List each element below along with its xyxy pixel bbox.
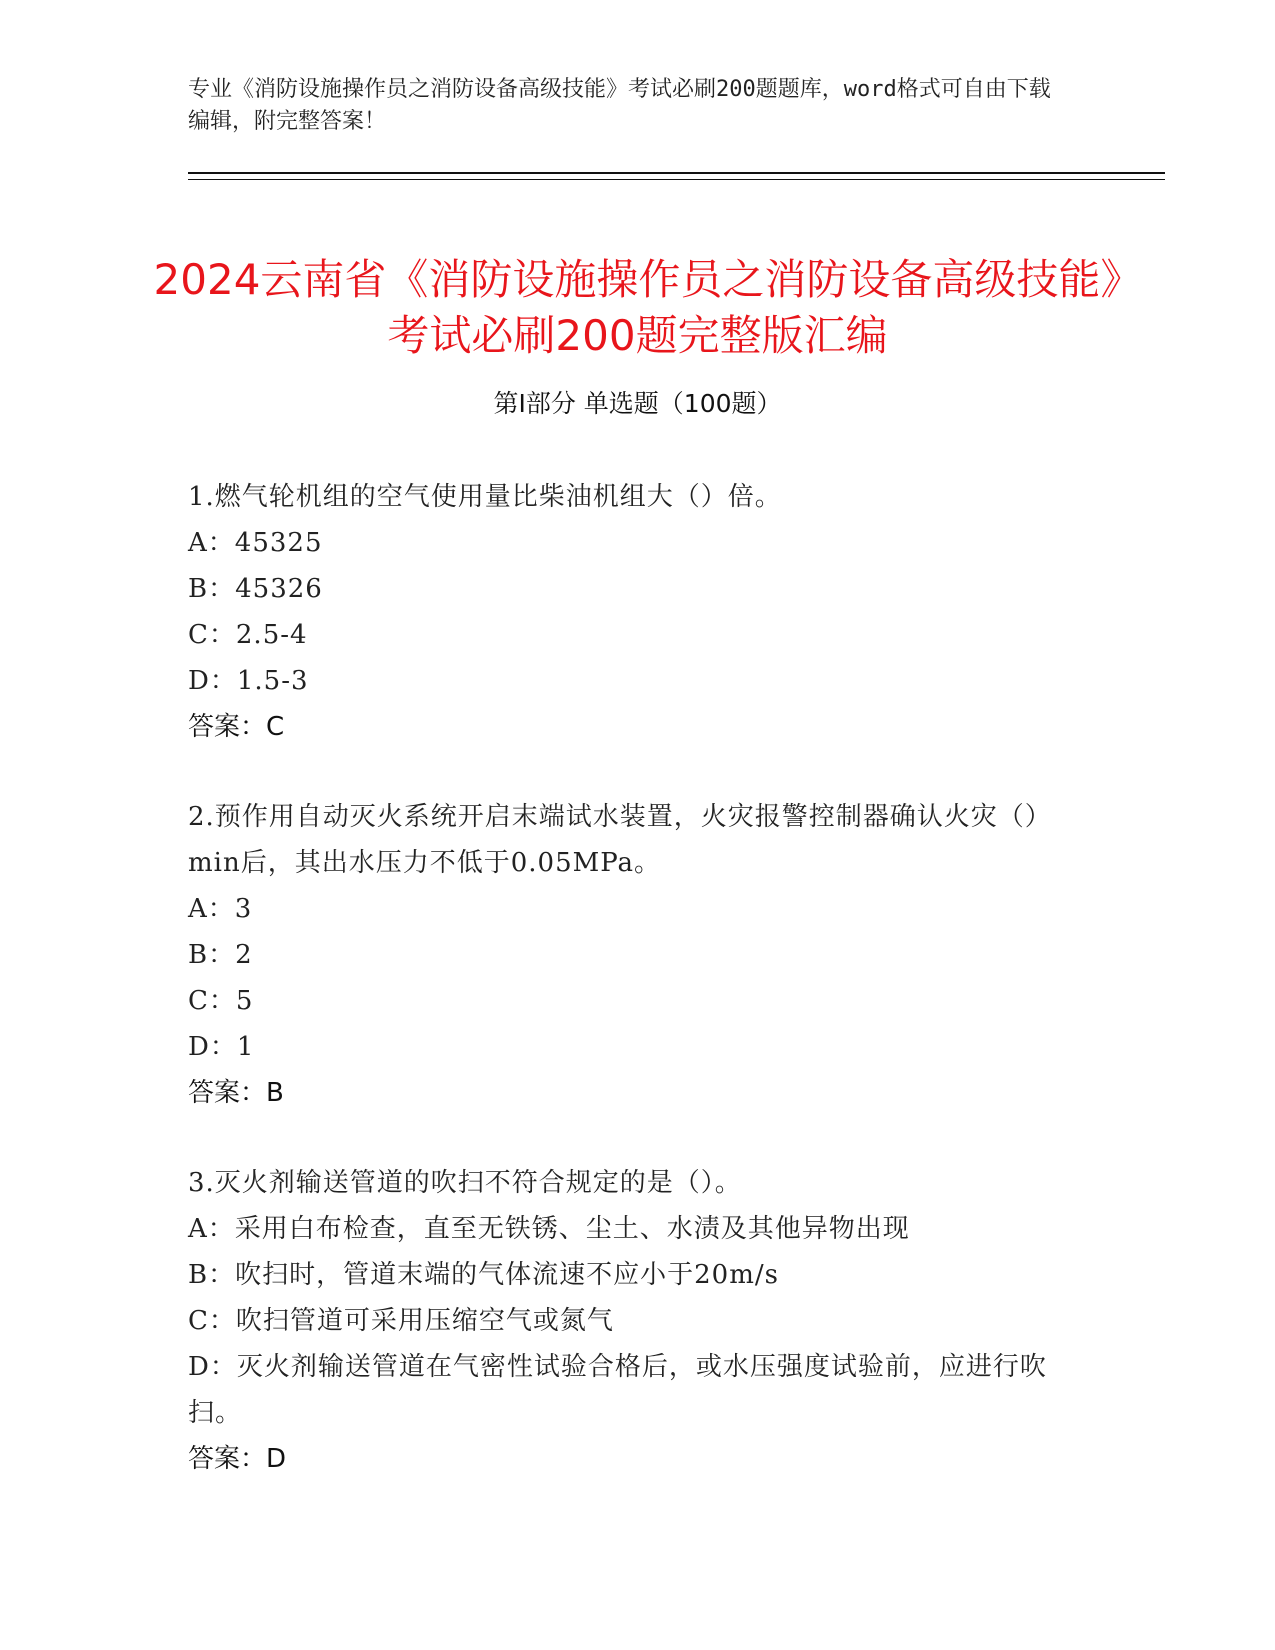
- option-d: D：1.5-3: [188, 666, 309, 696]
- answer: 答案：D: [188, 1444, 287, 1474]
- option-d: D：灭火剂输送管道在气密性试验合格后，或水压强度试验前，应进行吹扫。: [188, 1352, 1047, 1428]
- answer: 答案：B: [188, 1078, 284, 1108]
- option-b: B：2: [188, 940, 253, 970]
- question-stem: 3.灭火剂输送管道的吹扫不符合规定的是（）。: [188, 1168, 742, 1198]
- option-a: A：采用白布检查，直至无铁锈、尘土、水渍及其他异物出现: [188, 1214, 910, 1244]
- option-c: C：2.5-4: [188, 620, 308, 650]
- option-d: D：1: [188, 1032, 255, 1062]
- header-note: 专业《消防设施操作员之消防设备高级技能》考试必刷200题题库，word格式可自由下载编辑，附完整答案！: [188, 77, 1051, 134]
- option-c: C：5: [188, 986, 254, 1016]
- answer: 答案：C: [188, 712, 285, 742]
- section-heading: 第I部分 单选题（100题）: [493, 389, 782, 418]
- option-a: A：3: [188, 894, 253, 924]
- question-2: [188, 794, 1088, 1116]
- question-stem: 1.燃气轮机组的空气使用量比柴油机组大（）倍。: [188, 482, 782, 512]
- document-title: 2024云南省《消防设施操作员之消防设备高级技能》考试必刷200题完整版汇编: [153, 255, 1122, 361]
- header-divider-thick: [188, 172, 1165, 174]
- question-3: [188, 1160, 1088, 1482]
- option-c: C：吹扫管道可采用压缩空气或氮气: [188, 1306, 614, 1336]
- option-b: B：吹扫时，管道末端的气体流速不应小于20m/s: [188, 1260, 779, 1290]
- question-stem: 2.预作用自动灭火系统开启末端试水装置，火灾报警控制器确认火灾（）min后，其出水压力不低于0.05MPa。: [188, 802, 1052, 878]
- header-divider-thin: [188, 179, 1165, 180]
- option-a: A：45325: [188, 528, 323, 558]
- question-list: [188, 474, 1088, 1526]
- question-1: [188, 474, 1088, 750]
- option-b: B：45326: [188, 574, 323, 604]
